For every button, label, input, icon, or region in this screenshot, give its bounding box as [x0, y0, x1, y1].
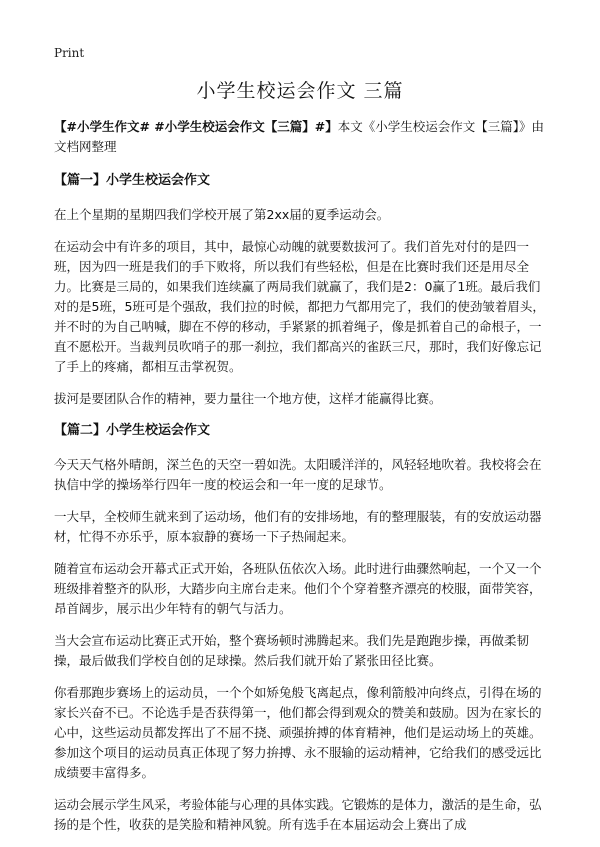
paragraph: 拔河是要团队合作的精神，要力量往一个地方使，这样才能赢得比赛。 — [54, 391, 442, 406]
paragraph: 在上个星期的星期四我们学校开展了第2xx届的夏季运动会。 — [54, 207, 390, 222]
paragraph: 当大会宣布运动比赛正式开始，整个赛场顿时沸腾起来。我们先是跑跑步操，再做柔韧操，最后做我们学校自创的足球操。然后我们就开始了紧张田径比赛。 — [54, 633, 530, 668]
paragraph: 今天天气格外晴朗，深兰色的天空一碧如洗。太阳暖洋洋的，风轻轻地吹着。我校将会在执信中学的操场举行四年一度的校运会和一年一度的足球节。 — [54, 457, 542, 492]
paragraph: 在运动会中有许多的项目，其中，最惊心动魄的就要数拔河了。我们首先对付的是四一班，因为四一班是我们的手下败将，所以我们有些轻松，但是在比赛时我们还是用尽全力。比赛是三局的，如果我们连续赢了两局我们就赢了，我们是2：0赢了1班。最后我们对的是5班，5班可是个强敌，我们拉的时候，都把力气都用完了，我们的使劲皱着眉头，并不时的为自己呐喊，脚在不停的移动，手紧紧的抓着绳子，像是抓着自己的命根子，一直不愿松开。当裁判员吹哨子的那一刹拉，我们都高兴的雀跃三尺，那时，我们好像忘记了手上的疼痛，都相互击掌祝贺。 — [54, 239, 545, 374]
section-heading-2: 【篇二】小学生校运会作文 — [54, 423, 211, 438]
print-label: Print — [54, 46, 85, 60]
document-title: 小学生校运会作文 三篇 — [196, 80, 404, 102]
paragraph: 随着宣布运动会开幕式正式开始，各班队伍依次入场。此时进行曲骤然响起，一个又一个班级排着整齐的队形，大踏步向主席台走来。他们个个穿着整齐漂亮的校服，面带笑容，昂首阔步，展示出少年特有的朝气与活力。 — [54, 561, 542, 616]
intro-tags: 【#小学生作文# #小学生校运会作文【三篇】#】 — [54, 119, 338, 134]
paragraph: 你看那跑步赛场上的运动员，一个个如矫兔般飞离起点，像利箭般冲向终点，引得在场的家长兴奋不已。不论选手是否获得第一，他们都会得到观众的赞美和鼓励。因为在家长的心中，这些运动员都发挥出了不屈不挠、顽强拚搏的体育精神，他们是运动场上的英雄。参加这个项目的运动员真正体现了努力拚搏、永不服输的运动精神，它给我们的感受远比成绩要丰富得多。 — [54, 685, 542, 780]
document-body — [54, 117, 548, 847]
section-heading-1: 【篇一】小学生校运会作文 — [54, 173, 211, 188]
intro-text: 本文《小学生校运会作文【三篇】》由文档网整理 — [54, 119, 545, 154]
paragraph: 一大早，全校师生就来到了运动场，他们有的安排场地，有的整理服装，有的安放运动器材，忙得不亦乐乎，原本寂静的赛场一下子热闹起来。 — [54, 509, 542, 544]
paragraph: 运动会展示学生风采，考验体能与心理的具体实践。它锻炼的是体力，激活的是生命，弘扬的是个性，收获的是笑脸和精神风貌。所有选手在本届运动会上赛出了成 — [54, 797, 542, 832]
intro-line — [54, 117, 548, 157]
